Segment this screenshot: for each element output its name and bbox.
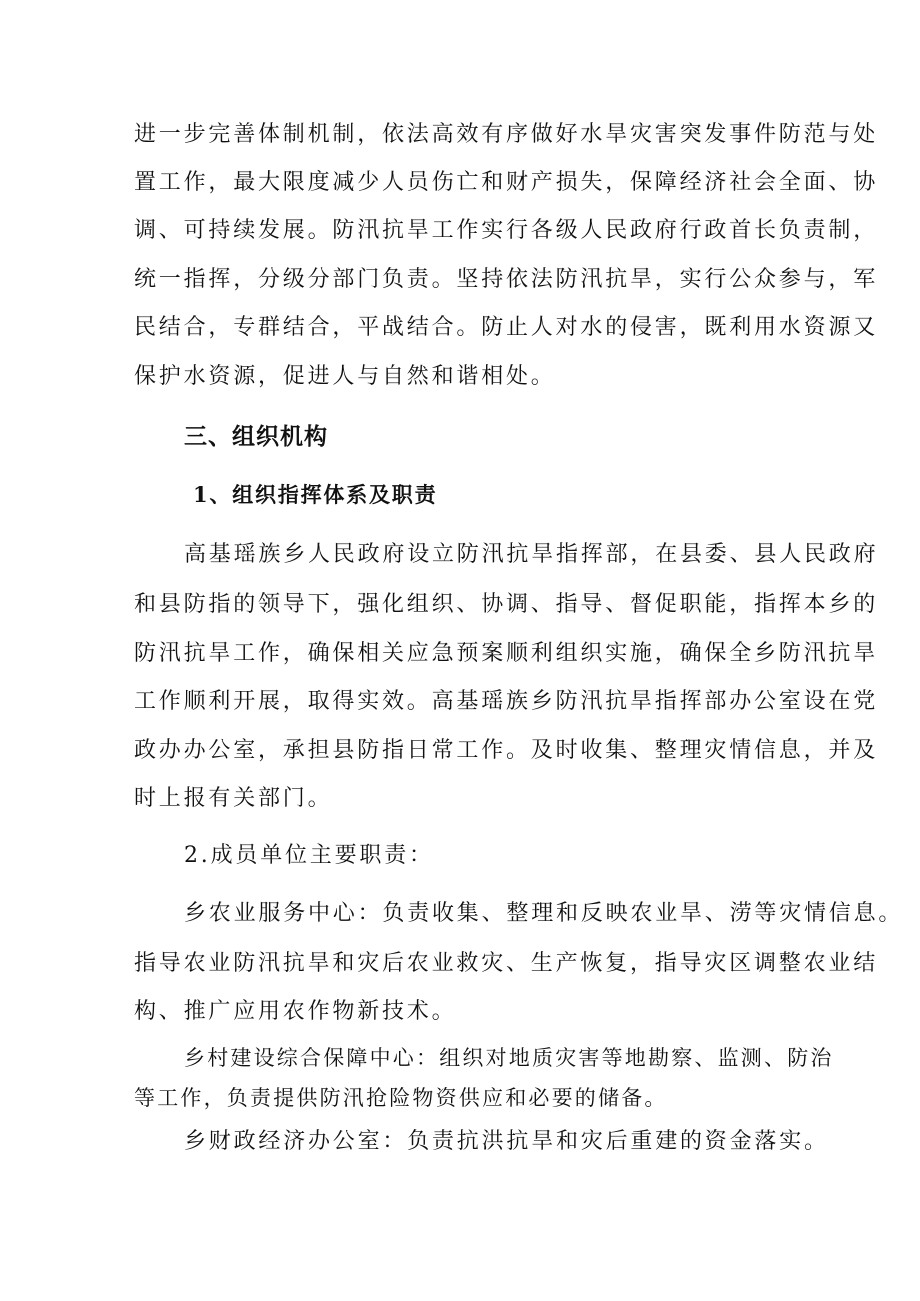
command-line-2: 和县防指的领导下，强化组织、协调、指导、督促职能，指挥本乡的 xyxy=(134,592,879,617)
intro-line-3: 调、可持续发展。防汛抗旱工作实行各级人民政府行政首长负责制， xyxy=(134,218,879,243)
agriculture-line-3: 构、推广应用农作物新技术。 xyxy=(134,999,457,1024)
section-three-heading: 三、组织机构 xyxy=(184,424,328,450)
command-line-5: 政办办公室，承担县防指日常工作。及时收集、整理灾情信息，并及 xyxy=(134,738,879,763)
subsection-two-heading: 2.成员单位主要职责： xyxy=(184,843,434,868)
agriculture-line-2: 指导农业防汛抗旱和灾后农业救灾、生产恢复，指导灾区调整农业结 xyxy=(134,951,879,976)
intro-line-1: 进一步完善体制机制，依法高效有序做好水旱灾害突发事件防范与处 xyxy=(134,122,879,147)
finance-line-1: 乡财政经济办公室：负责抗洪抗旱和灾后重建的资金落实。 xyxy=(184,1129,829,1154)
intro-line-2: 置工作，最大限度减少人员伤亡和财产损失，保障经济社会全面、协 xyxy=(134,170,879,195)
command-line-1: 高基瑶族乡人民政府设立防汛抗旱指挥部，在县委、县人民政府 xyxy=(184,542,879,567)
intro-line-5: 民结合，专群结合，平战结合。防止人对水的侵害，既利用水资源又 xyxy=(134,315,879,340)
intro-line-4: 统一指挥，分级分部门负责。坚持依法防汛抗旱，实行公众参与，军 xyxy=(134,267,879,292)
command-line-3: 防汛抗旱工作，确保相关应急预案顺利组织实施，确保全乡防汛抗旱 xyxy=(134,641,879,666)
construction-line-1: 乡村建设综合保障中心：组织对地质灾害等地勘察、监测、防治 xyxy=(184,1046,834,1070)
intro-line-6: 保护水资源，促进人与自然和谐相处。 xyxy=(134,364,556,389)
construction-line-2: 等工作，负责提供防汛抢险物资供应和必要的储备。 xyxy=(134,1086,668,1110)
command-line-4: 工作顺利开展，取得实效。高基瑶族乡防汛抗旱指挥部办公室设在党 xyxy=(134,689,879,714)
agriculture-line-1: 乡农业服务中心：负责收集、整理和反映农业旱、涝等灾情信息。 xyxy=(184,901,904,926)
subsection-one-heading: 1、组织指挥体系及职责 xyxy=(193,482,438,507)
command-line-6: 时上报有关部门。 xyxy=(134,786,333,811)
